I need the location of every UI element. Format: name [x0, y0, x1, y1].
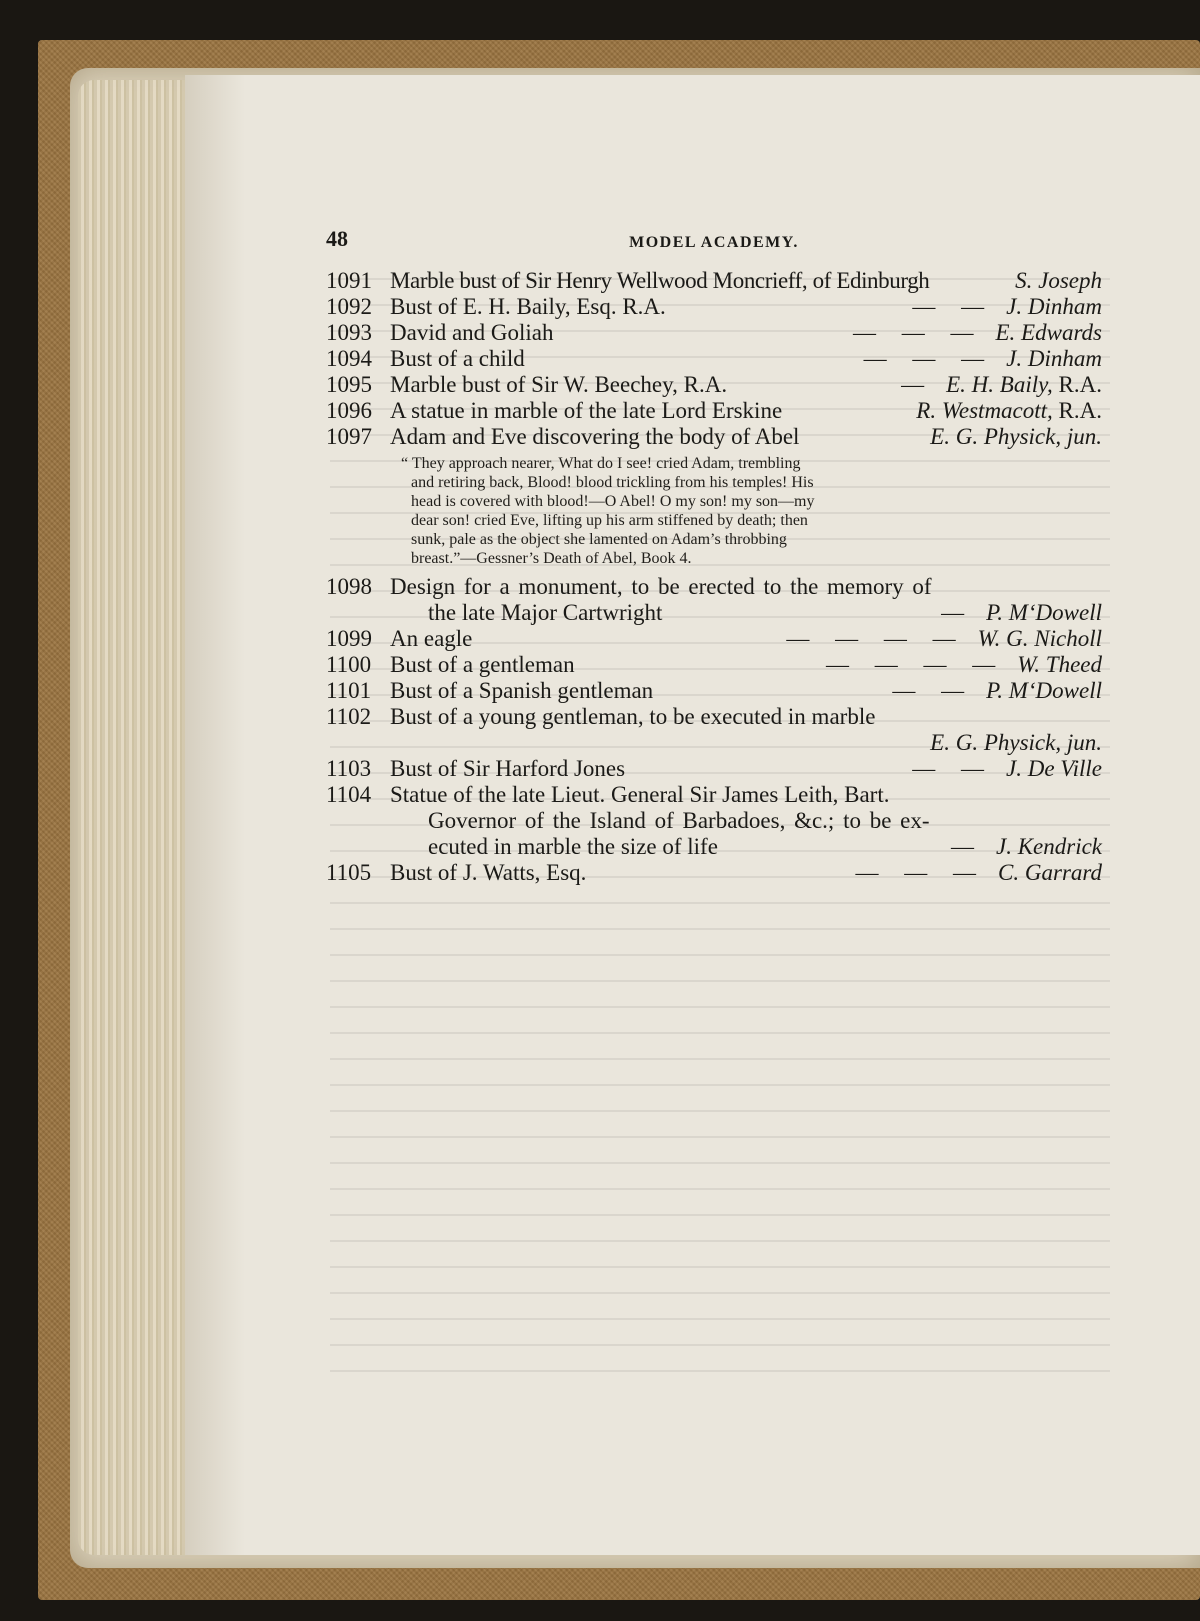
entry-number: 1093	[326, 320, 372, 345]
entry-title: Bust of a child	[390, 346, 525, 371]
catalogue-entry	[326, 860, 1102, 886]
entry-number: 1103	[326, 756, 372, 781]
entry-leader-dashes: — — — —	[786, 626, 966, 651]
entry-leader-dashes: — — —	[853, 320, 984, 345]
catalogue-entry	[326, 704, 1102, 756]
entry-title: Bust of Sir Harford Jones	[390, 756, 626, 781]
entry-number: 1095	[326, 372, 372, 397]
entry-artist: J. De Ville	[1006, 756, 1102, 781]
entry-artist: W. Theed	[1017, 652, 1102, 677]
entry-artist-name: E. H. Baily,	[946, 372, 1053, 397]
entry-artist: P. M‘Dowell	[986, 678, 1102, 703]
entry-title: Bust of E. H. Baily, Esq. R.A.	[390, 294, 666, 319]
entry-leader-dashes: — — — —	[825, 652, 1006, 677]
quotation-line: “ They approach nearer, What do I see! cried Adam, trembling	[401, 455, 801, 472]
entry-number: 1099	[326, 626, 372, 651]
entry-artist	[916, 398, 1102, 424]
entry-title: Marble bust of Sir Henry Wellwood Moncrieff, of Edinburgh	[390, 268, 930, 293]
entry-leader-dashes: —	[950, 834, 984, 859]
entry-title-continued: ecuted in marble the size of life	[428, 834, 718, 859]
entry-title: Marble bust of Sir W. Beechey, R.A.	[390, 372, 728, 397]
catalogue-entry	[326, 626, 1102, 652]
entry-artist: S. Joseph	[1015, 268, 1102, 293]
catalogue-entry	[326, 294, 1102, 320]
entry-artist: C. Garrard	[998, 860, 1102, 885]
entry-artist: E. G. Physick, jun.	[930, 424, 1102, 449]
entry-number: 1098	[326, 574, 372, 599]
entry-leader-dashes: — — —	[855, 860, 987, 885]
page-content	[326, 222, 1102, 886]
entry-artist	[946, 372, 1102, 398]
entry-artist: J. Dinham	[1006, 294, 1102, 319]
entry-number: 1094	[326, 346, 372, 371]
running-head	[326, 222, 1102, 262]
catalogue-entry	[326, 652, 1102, 678]
entry-title: Bust of a gentleman	[390, 652, 575, 677]
entry-leader-dashes: —	[901, 372, 935, 397]
catalogue-entry	[326, 574, 1102, 626]
catalogue-entries	[326, 268, 1102, 886]
quotation-line: sunk, pale as the object she lamented on Adam’s throbbing	[411, 531, 787, 548]
entry-leader-dashes: — —	[912, 756, 994, 781]
entry-number: 1092	[326, 294, 372, 319]
entry-title: Bust of a young gentleman, to be executed in marble	[390, 704, 876, 729]
catalogue-entry	[326, 424, 1102, 450]
catalogue-entry	[326, 268, 1102, 294]
entry-number: 1104	[326, 782, 372, 807]
entry-artist: E. G. Physick, jun.	[930, 730, 1102, 755]
entry-number: 1101	[326, 678, 372, 703]
entry-leader-dashes: — —	[892, 678, 975, 703]
catalogue-entry	[326, 398, 1102, 424]
entry-title: Bust of a Spanish gentleman	[390, 678, 654, 703]
entry-leader-dashes: — —	[912, 294, 995, 319]
entry-artist: E. Edwards	[995, 320, 1102, 345]
entry-number: 1097	[326, 424, 372, 449]
entry-artist-suffix: R.A.	[1058, 372, 1102, 397]
entry-number: 1105	[326, 860, 372, 885]
quotation-line: head is covered with blood!—O Abel! O my son! my son—my	[411, 493, 815, 510]
entry-number: 1091	[326, 268, 372, 293]
entry-artist: J. Dinham	[1006, 346, 1102, 371]
catalogue-entry	[326, 678, 1102, 704]
page-number: 48	[326, 226, 348, 251]
entry-title: A statue in marble of the late Lord Erskine	[390, 398, 783, 423]
catalogue-entry	[326, 320, 1102, 346]
entry-artist: P. M‘Dowell	[986, 600, 1102, 625]
entry-artist-suffix: R.A.	[1058, 398, 1102, 423]
catalogue-entry	[326, 346, 1102, 372]
entry-artist-name: R. Westmacott,	[916, 398, 1053, 423]
entry-title: David and Goliah	[390, 320, 554, 345]
entry-title: An eagle	[390, 626, 473, 651]
entry-leader-dashes: —	[941, 600, 975, 625]
entry-title-continued: the late Major Cartwright	[428, 600, 663, 625]
entry-title: Design for a monument, to be erected to the memory of	[390, 574, 932, 599]
page-edges	[78, 80, 188, 1555]
catalogue-entry	[326, 756, 1102, 782]
entry-number: 1100	[326, 652, 372, 677]
entry-artist: W. G. Nicholl	[977, 626, 1102, 651]
catalogue-entry	[326, 782, 1102, 860]
entry-title-continued: Governor of the Island of Barbadoes, &c.; to be ex-	[428, 808, 930, 833]
quotation-line: breast.”—Gessner’s Death of Abel, Book 4.	[411, 550, 692, 567]
quotation-line: dear son! cried Eve, lifting up his arm stiffened by death; then	[411, 512, 808, 529]
entry-title: Bust of J. Watts, Esq.	[390, 860, 587, 885]
entry-leader-dashes: — — —	[863, 346, 995, 371]
running-head-title: MODEL ACADEMY.	[629, 234, 799, 251]
quotation	[401, 454, 1071, 568]
entry-artist: J. Kendrick	[995, 834, 1102, 859]
catalogue-entry	[326, 372, 1102, 398]
entry-title: Adam and Eve discovering the body of Abel	[390, 424, 800, 449]
entry-title: Statue of the late Lieut. General Sir James Leith, Bart.	[390, 782, 890, 807]
entry-number: 1102	[326, 704, 372, 729]
entry-number: 1096	[326, 398, 372, 423]
quotation-line: and retiring back, Blood! blood trickling from his temples! His	[411, 474, 814, 491]
